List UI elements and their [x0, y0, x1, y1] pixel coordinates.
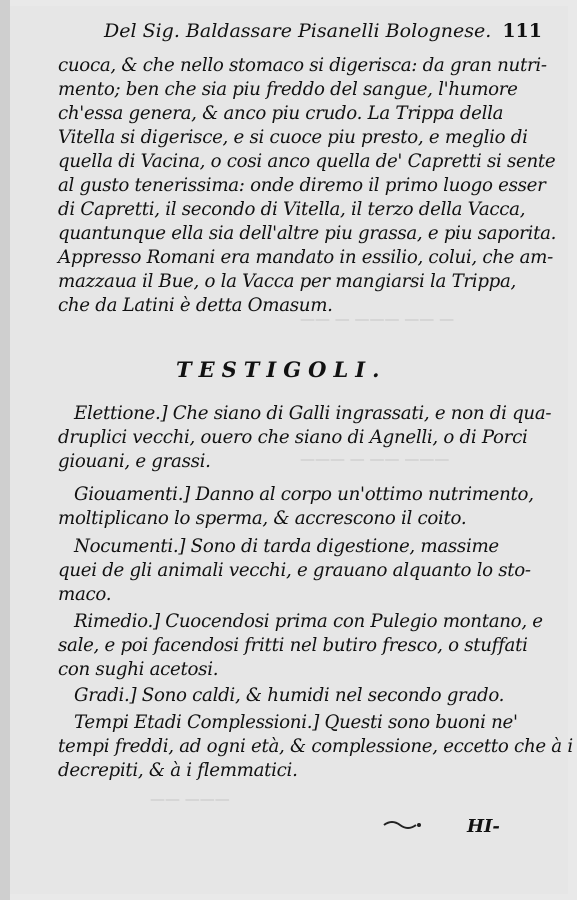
text-line: sale, e poi facendosi fritti nel butiro fresco, o stuffati	[58, 635, 528, 656]
text-line: Gradi.] Sono caldi, & humidi nel secondo grado.	[74, 685, 505, 706]
text-line: Nocumenti.] Sono di tarda digestione, massime	[74, 536, 499, 557]
bleed-through-decoration: ——— —— — ———	[300, 450, 450, 468]
printer-ornament-mark	[382, 818, 422, 832]
page-number: 111	[502, 20, 542, 42]
text-line: giouani, e grassi.	[58, 451, 211, 472]
running-title: Del Sig. Baldassare Pisanelli Bolognese.	[104, 20, 492, 42]
catchword: HI-	[467, 816, 500, 837]
page-gutter	[0, 0, 10, 900]
text-line: Appresso Romani era mandato in essilio, colui, che am-	[58, 247, 553, 268]
text-line: Elettione.] Che siano di Galli ingrassati, e non di qua-	[74, 403, 552, 424]
section-rimedio	[58, 610, 544, 682]
text-line: moltiplicano lo sperma, & accrescono il coito.	[58, 508, 467, 529]
text-line: di Capretti, il secondo di Vitella, il terzo della Vacca,	[58, 199, 526, 220]
section-tempi-etadi	[58, 711, 573, 783]
text-line: ch'essa genera, & anco piu crudo. La Trippa della	[58, 103, 504, 124]
text-line: druplici vecchi, ouero che siano di Agnelli, o di Porci	[58, 427, 528, 448]
text-line: cuoca, & che nello stomaco si digerisca: da gran nutri-	[58, 55, 547, 76]
text-line: quella di Vacina, o cosi anco quella de' Capretti si sente	[58, 151, 556, 172]
text-line: Giouamenti.] Danno al corpo un'ottimo nutrimento,	[74, 484, 534, 505]
text-line: decrepiti, & à i flemmatici.	[58, 760, 298, 781]
text-line: Rimedio.] Cuocendosi prima con Pulegio montano, e	[74, 611, 543, 632]
text-line: maco.	[58, 584, 112, 605]
bleed-through-decoration: ——— ——	[150, 790, 230, 808]
text-line: Vitella si digerisce, e si cuoce piu presto, e meglio di	[58, 127, 528, 148]
text-line: Tempi Etadi Complessioni.] Questi sono buoni ne'	[74, 712, 518, 733]
text-line: tempi freddi, ad ogni età, & complessione, eccetto che à i	[58, 736, 573, 757]
text-line: al gusto tenerissima: onde diremo il primo luogo esser	[58, 175, 546, 196]
section-elettione	[58, 402, 552, 474]
section-gradi	[58, 684, 544, 708]
text-line: mazzaua il Bue, o la Vacca per mangiarsi la Trippa,	[58, 271, 517, 292]
bleed-through-decoration: — —— ——— — ——	[300, 310, 455, 328]
section-heading: TESTIGOLI.	[176, 357, 387, 382]
text-line: che da Latini è detta Omasum.	[58, 295, 333, 316]
text-line: quantunque ella sia dell'altre piu grassa, e piu saporita.	[58, 223, 557, 244]
paragraph-top	[58, 54, 557, 318]
text-line: mento; ben che sia piu freddo del sangue, l'humore	[58, 79, 518, 100]
running-header	[104, 20, 544, 42]
text-line: con sughi acetosi.	[58, 659, 219, 680]
text-line: quei de gli animali vecchi, e grauano alquanto lo sto-	[58, 560, 531, 581]
section-nocumenti	[58, 535, 544, 607]
section-giouamenti	[58, 483, 544, 531]
